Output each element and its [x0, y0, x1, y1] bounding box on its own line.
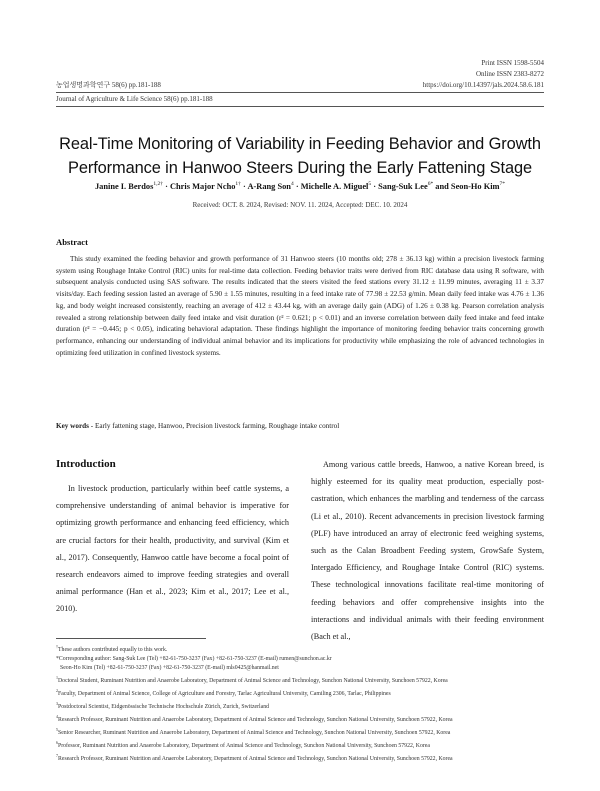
- footnote-text: *Corresponding author: Sang-Suk Lee (Tel) +82-61-750-3237 (Fax) +82-61-750-3237 (E-mail) rumen@sunchon.ac.kr: [56, 656, 332, 663]
- footnote-marker: 7: [56, 753, 58, 759]
- author-affiliation-marker: 5: [368, 181, 372, 187]
- footnote-line: [56, 699, 544, 712]
- footnote-text: These authors contributed equally to this work.: [58, 646, 168, 653]
- footnote-marker: 4: [56, 714, 58, 720]
- footnote-text: Postdoctoral Scientist, Eidgenössische Technische Hochschule Zürich, Zurich, Switzerland: [58, 704, 270, 711]
- footnote-line: [56, 673, 544, 686]
- keywords: [56, 422, 339, 430]
- footnote-line: [56, 655, 544, 664]
- author-name: Chris Major Ncho: [169, 181, 236, 191]
- title-line-2: Performance in Hanwoo Steers During the Early Fattening Stage: [67, 159, 532, 177]
- footnote-line: [56, 725, 544, 738]
- footnote-text: Doctoral Student, Ruminant Nutrition and Anaerobe Laboratory, Department of Animal Science and Technology, Sunchon National University, Sunchoen 57922, Korea: [58, 678, 448, 685]
- author-name: A-Rang Son: [247, 181, 291, 191]
- author-separator: ·: [293, 181, 301, 191]
- author-separator: ·: [240, 181, 248, 191]
- paper-title: [56, 132, 544, 180]
- intro-right-column: Among various cattle breeds, Hanwoo, a native Korean breed, is highly esteemed for its quality meat production, especially post-castration, which enhances the marbling and tenderness of the carcass (Li et al., 2010). Recent advancements in precision livestock farming (PLF) have introduced an array of electronic feed weighing systems, such as the Calan Broadbent Feeding system, GrowSafe System, Intergado Efficiency, and Roughage Intake Control (RIC) systems. These technological innovations facilitate real-time monitoring of feeding behaviors and offer comprehensive insights into the interactions and individual animals with their feeding environment (Bach et al.,: [311, 460, 544, 642]
- keywords-label: Key words: [56, 422, 89, 430]
- author-affiliation-marker: 6*: [427, 181, 434, 187]
- footnote-text: Seon-Ho Kim (Tel) +82-61-750-3237 (Fax) +82-61-750-3237 (E-mail) mls0425@hanmail.net: [60, 665, 279, 672]
- print-issn: Print ISSN 1598-5504: [481, 59, 544, 67]
- author-name: Seon-Ho Kim: [450, 181, 500, 191]
- author-name: Janine I. Berdos: [94, 181, 154, 191]
- footnote-text: Faculty, Department of Animal Science, College of Agriculture and Forestry, Tarlac Agricultural University, Camiling 2306, Tarlac, Philippines: [58, 691, 391, 698]
- footnote-marker: †: [56, 644, 58, 649]
- title-line-1: Real-Time Monitoring of Variability in Feeding Behavior and Growth: [59, 135, 541, 153]
- intro-left-column: In livestock production, particularly within beef cattle systems, a comprehensive understanding of animal behavior is imperative for optimizing growth performance and enhancing feed efficiency, which are crucial factors for their health, productivity, and survival (Kim et al., 2017). Consequently, Hanwoo cattle have become a focal point of research endeavors aimed to improve feeding strategies and overall animal performance (Han et al., 2023; Kim et al., 2017; Lee et al., 2010).: [56, 484, 289, 614]
- footnote-marker: 5: [56, 727, 58, 733]
- author-affiliation-marker: 4: [290, 181, 294, 187]
- footnote-marker: 2: [56, 688, 58, 694]
- abstract-text: This study examined the feeding behavior and growth performance of 31 Hanwoo steers (10 months old; 278 ± 36.13 kg) within a precision livestock farming system using Roughage Intake Control (RIC) units for real-time data collection. Feeding behavior traits were derived from RIC database data using R software, with subsequent analysis conducted using SAS software. The results indicated that the steers visited the feed stations every 31.12 ± 11.99 minutes, averaging 11 ± 3.37 visits/day. Each feeding session lasted an average of 5.90 ± 1.55 minutes, resulting in a feed intake rate of 77.98 ± 22.53 g/min. Mean daily feed intake was 4.76 ± 1.36 kg, and body weight increased consistently, reaching an average of 412 ± 43.44 kg, with an average daily gain (ADG) of 1.26 ± 0.38 kg. Pearson correlation analysis revealed a strong relationship between daily feed intake and visit duration (r² = 0.621; p < 0.01) and an inverse correlation between daily feed intake and feed intake duration (r² = −0.445; p < 0.05), indicating behavioral adaptation. These findings highlight the importance of monitoring feeding behavior traits concerning growth performance, enhancing our understanding of individual animal behavior and its implications for productivity while emphasizing the role of advanced technologies in optimizing feed utilization in confined livestock systems.: [56, 255, 544, 357]
- footnote-text: Research Professor, Ruminant Nutrition and Anaerobe Laboratory, Department of Animal Science and Technology, Sunchon National University, Sunchoen 57922, Korea: [58, 717, 453, 724]
- abstract-heading: Abstract: [56, 237, 88, 247]
- footnote-rule: [56, 638, 206, 639]
- footnote-line: [56, 751, 544, 764]
- received-dates: Received: OCT. 8. 2024, Revised: NOV. 11. 2024, Accepted: DEC. 10. 2024: [192, 201, 408, 209]
- author-separator: ·: [162, 181, 170, 191]
- introduction-heading: Introduction: [56, 458, 116, 470]
- footnotes: [56, 642, 544, 764]
- header-rule: [56, 92, 544, 93]
- footnote-marker: 6: [56, 740, 58, 746]
- author-affiliation-marker: 7*: [499, 181, 506, 187]
- doi-link[interactable]: https://doi.org/10.14397/jals.2024.58.6.181: [422, 81, 544, 89]
- author-name: Michelle A. Miguel: [300, 181, 369, 191]
- footnote-line: [56, 686, 544, 699]
- footnote-line: [56, 738, 544, 751]
- footnote-text: Senior Researcher, Ruminant Nutrition and Anaerobe Laboratory, Department of Animal Science and Technology, Sunchon National University, Sunchoen 57922, Korea: [58, 730, 451, 737]
- footnote-marker: 1: [56, 675, 58, 681]
- author-separator: ·: [371, 181, 379, 191]
- author-list: [40, 181, 560, 191]
- footnote-line: [56, 642, 544, 655]
- author-affiliation-marker: 1,2†: [153, 181, 163, 187]
- footnote-text: Research Professor, Ruminant Nutrition and Anaerobe Laboratory, Department of Animal Science and Technology, Sunchon National University, Sunchoen 57922, Korea: [58, 756, 453, 763]
- online-issn: Online ISSN 2383-8272: [475, 70, 544, 78]
- author-affiliation-marker: 1†: [235, 181, 241, 187]
- footnote-text: Professor, Ruminant Nutrition and Anaerobe Laboratory, Department of Animal Science and Technology, Sunchon National University, Sunchoen 57922, Korea: [58, 743, 430, 750]
- keywords-text: - Early fattening stage, Hanwoo, Precision livestock farming, Roughage intake control: [90, 422, 340, 430]
- english-journal-name: Journal of Agriculture & Life Science 58(6) pp.181-188: [56, 95, 213, 103]
- author-name: Sang-Suk Lee: [378, 181, 428, 191]
- footnote-line: [56, 712, 544, 725]
- header-rule-bottom: [56, 106, 544, 107]
- korean-journal-name: 농업생명과학연구 58(6) pp.181-188: [56, 81, 161, 89]
- footnote-marker: 3: [56, 701, 58, 707]
- author-separator: and: [433, 181, 451, 191]
- footnote-line: [56, 664, 544, 673]
